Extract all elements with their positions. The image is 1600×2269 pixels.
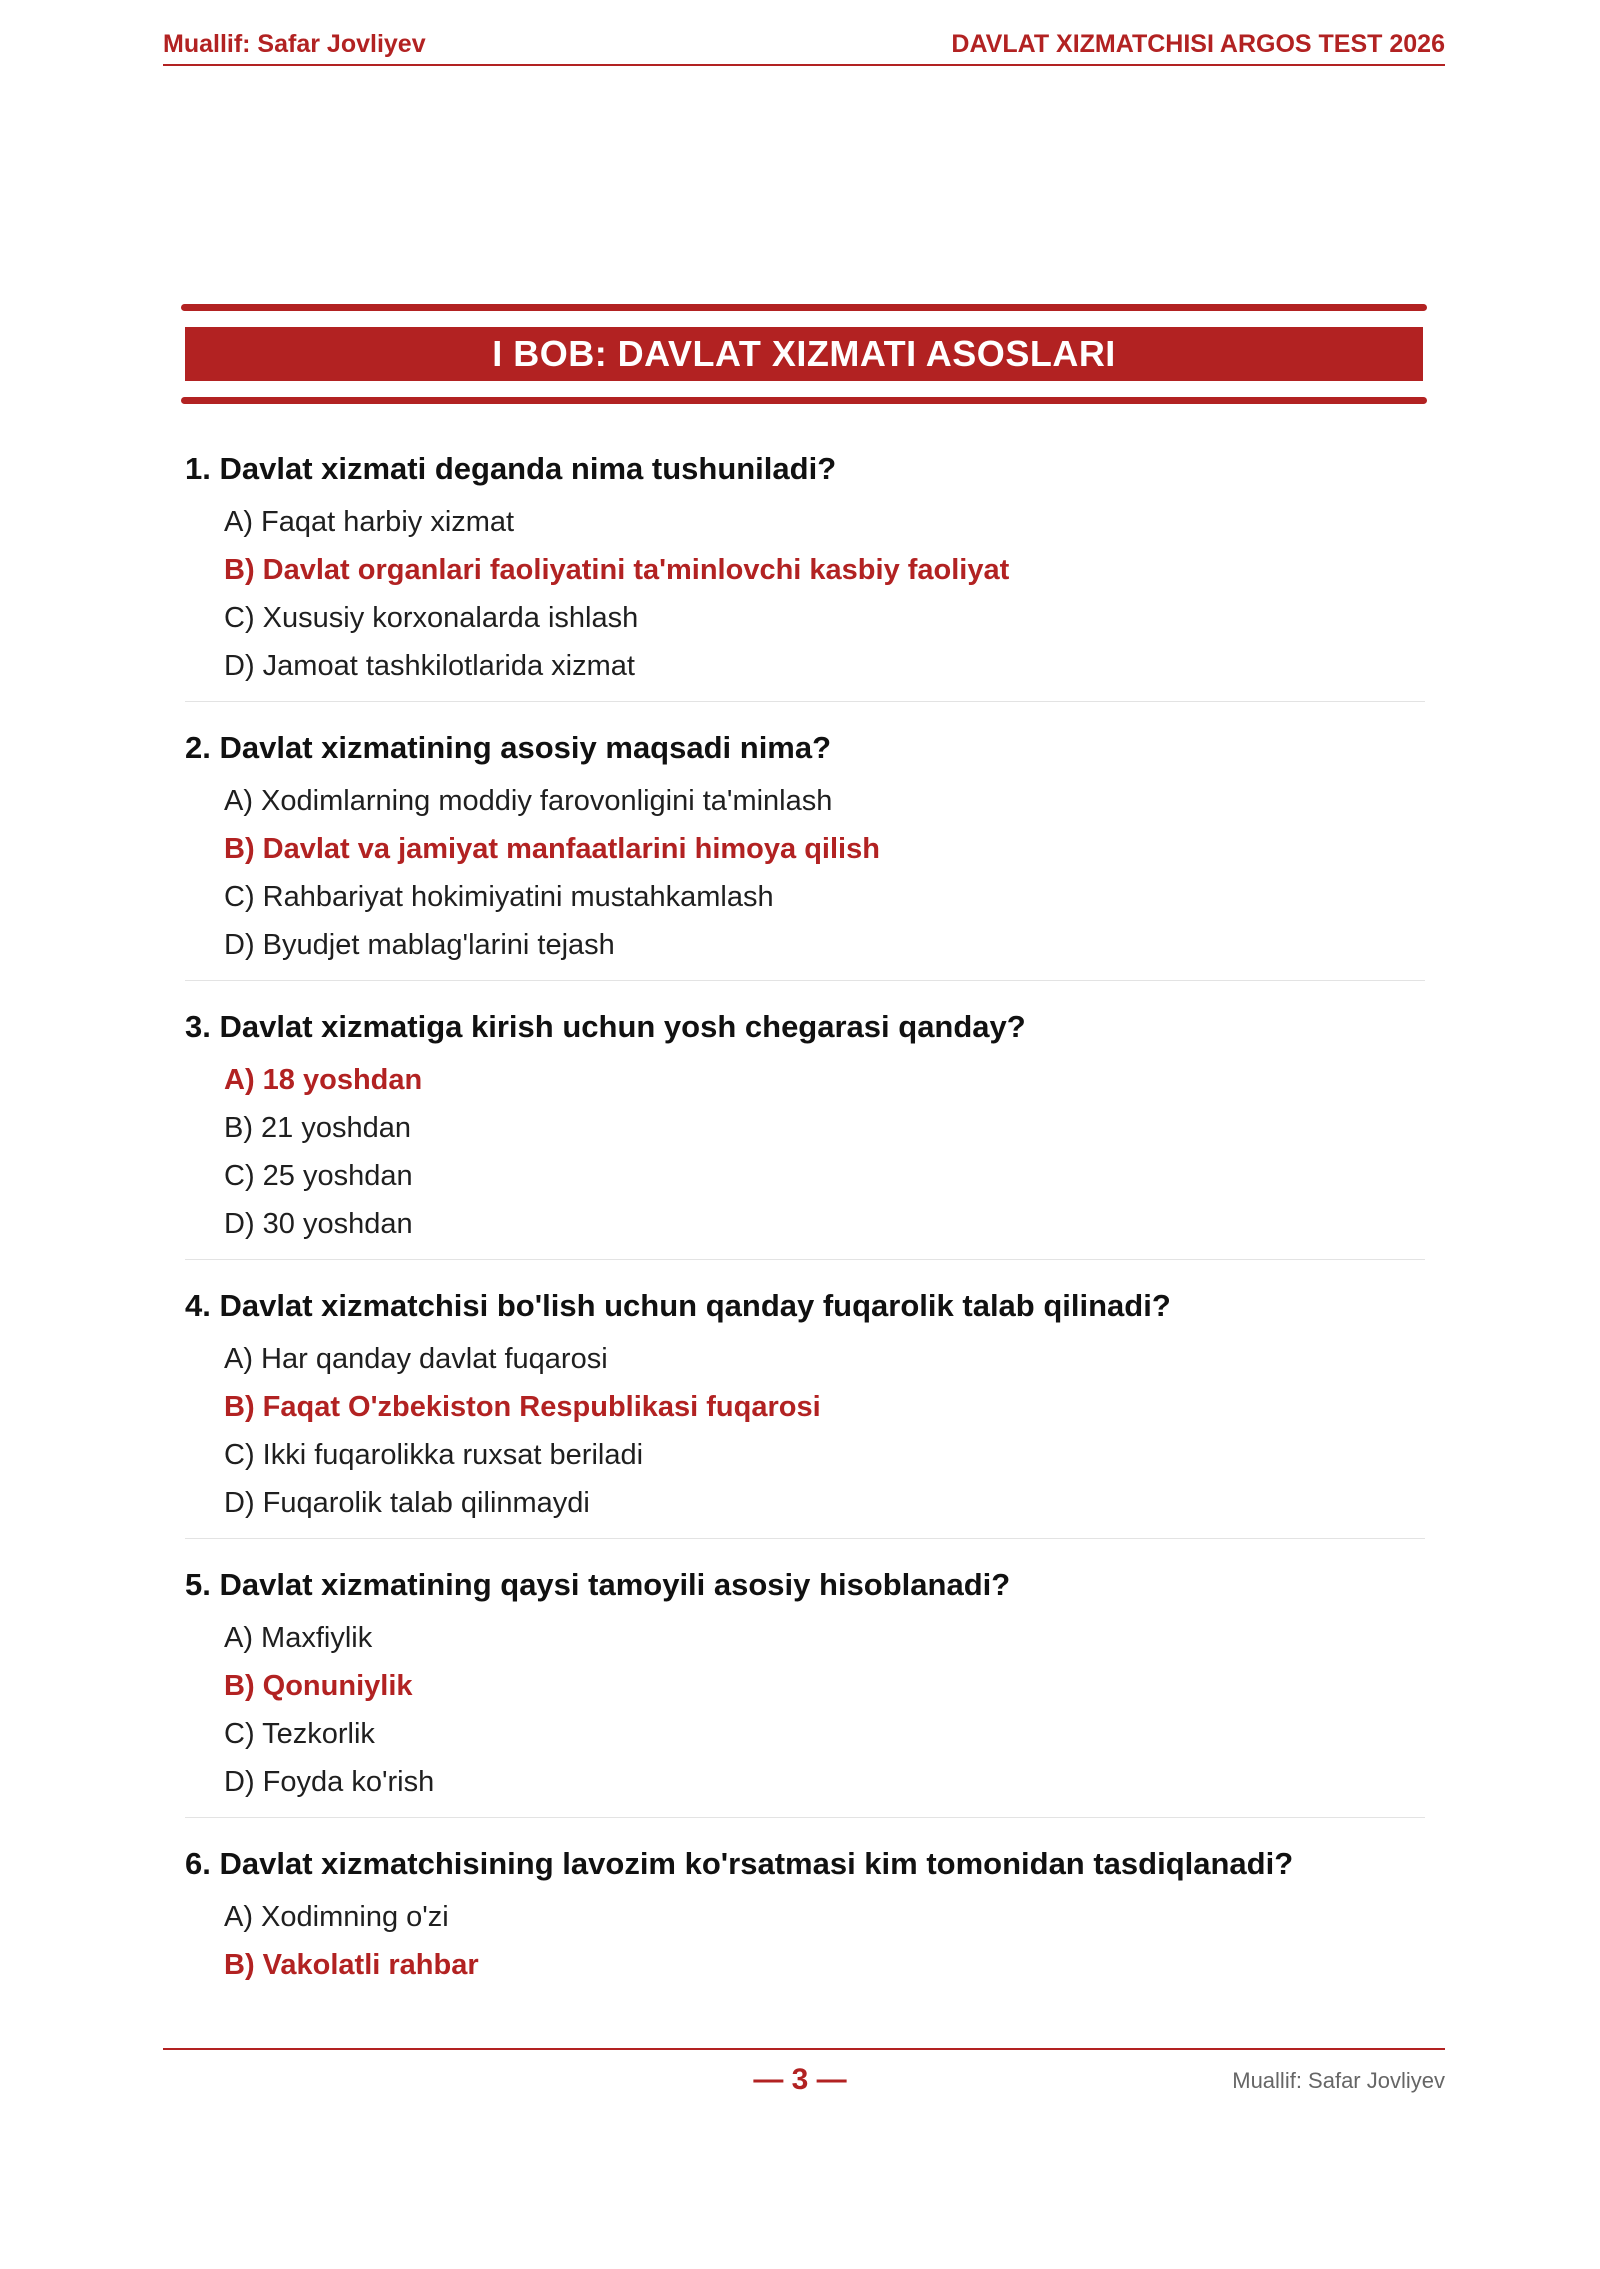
option-a: A) Faqat harbiy xizmat (224, 506, 515, 538)
option-b-correct: B) Vakolatli rahbar (224, 1949, 479, 1981)
option-a: A) Xodimning o'zi (224, 1901, 449, 1933)
option-a: A) Maxfiylik (224, 1622, 373, 1654)
question-title: 1. Davlat xizmati deganda nima tushuniladi? (185, 451, 837, 486)
question-4 (185, 1285, 1425, 1539)
question-3 (185, 1006, 1425, 1260)
question-title: 6. Davlat xizmatchisining lavozim ko'rsatmasi kim tomonidan tasdiqlanadi? (185, 1846, 1294, 1881)
header-title: DAVLAT XIZMATCHISI ARGOS TEST 2026 (951, 30, 1445, 58)
option-d: D) Foyda ko'rish (224, 1766, 435, 1798)
option-b-correct: B) Davlat va jamiyat manfaatlarini himoya qilish (224, 833, 880, 865)
option-a: A) Har qanday davlat fuqarosi (224, 1343, 608, 1375)
option-b: B) 21 yoshdan (224, 1112, 412, 1144)
question-6 (185, 1843, 1425, 2000)
option-d: D) Byudjet mablag'larini tejash (224, 929, 615, 961)
question-title: 2. Davlat xizmatining asosiy maqsadi nima? (185, 730, 832, 765)
footer-author: Muallif: Safar Jovliyev (1232, 2068, 1445, 2093)
question-2 (185, 727, 1425, 981)
option-b-correct: B) Faqat O'zbekiston Respublikasi fuqarosi (224, 1391, 821, 1423)
option-d: D) Jamoat tashkilotlarida xizmat (224, 650, 635, 682)
question-5 (185, 1564, 1425, 1818)
question-1 (185, 448, 1425, 702)
option-c: C) Rahbariyat hokimiyatini mustahkamlash (224, 881, 774, 913)
option-c: C) Xususiy korxonalarda ishlash (224, 602, 639, 634)
page-number: — 3 — (753, 2063, 847, 2096)
option-b-correct: B) Qonuniylik (224, 1670, 413, 1702)
option-a: A) Xodimlarning moddiy farovonligini ta'minlash (224, 785, 833, 817)
question-title: 5. Davlat xizmatining qaysi tamoyili asosiy hisoblanadi? (185, 1567, 1011, 1602)
chapter-banner (181, 304, 1427, 404)
question-list (185, 448, 1425, 2025)
option-d: D) 30 yoshdan (224, 1208, 413, 1240)
page-header (163, 28, 1445, 66)
chapter-title: I BOB: DAVLAT XIZMATI ASOSLARI (185, 327, 1423, 381)
chapter-bottom-rule (181, 397, 1427, 404)
option-a-correct: A) 18 yoshdan (224, 1064, 423, 1096)
option-d: D) Fuqarolik talab qilinmaydi (224, 1487, 590, 1519)
footer-rule (163, 2048, 1445, 2050)
option-c: C) 25 yoshdan (224, 1160, 413, 1192)
question-title: 3. Davlat xizmatiga kirish uchun yosh chegarasi qanday? (185, 1009, 1026, 1044)
option-c: C) Ikki fuqarolikka ruxsat beriladi (224, 1439, 644, 1471)
option-b-correct: B) Davlat organlari faoliyatini ta'minlovchi kasbiy faoliyat (224, 554, 1010, 586)
question-title: 4. Davlat xizmatchisi bo'lish uchun qanday fuqarolik talab qilinadi? (185, 1288, 1171, 1323)
header-author: Muallif: Safar Jovliyev (163, 30, 426, 58)
chapter-top-rule (181, 304, 1427, 311)
option-c: C) Tezkorlik (224, 1718, 375, 1750)
